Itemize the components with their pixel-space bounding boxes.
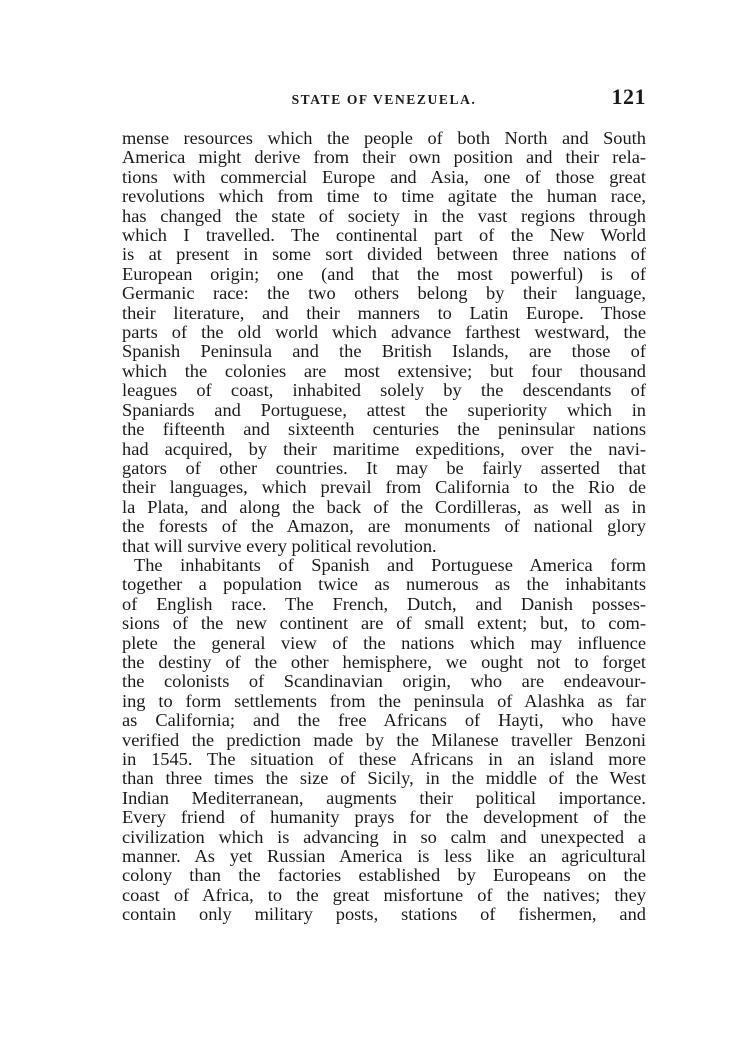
text-line: ing to form settlements from the peninsula of Alashka as far — [122, 690, 646, 711]
text-line: of English race. The French, Dutch, and Danish posses- — [122, 593, 646, 614]
text-line: Germanic race: the two others belong by their language, — [122, 283, 646, 304]
text-line: which I travelled. The continental part of the New World — [122, 225, 646, 246]
text-line: had acquired, by their maritime expeditions, over the navi- — [122, 438, 646, 459]
running-head — [122, 84, 646, 118]
text-line: plete the general view of the nations which may influence — [122, 632, 646, 653]
text-line: contain only military posts, stations of fishermen, and — [122, 904, 646, 925]
text-line: Spanish Peninsula and the British Islands, are those of — [122, 341, 646, 362]
text-line: the fifteenth and sixteenth centuries the peninsular nations — [122, 419, 646, 440]
text-line: than three times the size of Sicily, in the middle of the West — [122, 768, 646, 789]
text-line: sions of the new continent are of small extent; but, to com- — [122, 613, 646, 634]
text-line: which the colonies are most extensive; but four thousand — [122, 360, 646, 381]
text-line: has changed the state of society in the vast regions through — [122, 205, 646, 226]
text-line: verified the prediction made by the Milanese traveller Benzoni — [122, 729, 646, 750]
text-line: their languages, which prevail from California to the Rio de — [122, 477, 646, 498]
text-line: America might derive from their own position and their rela- — [122, 147, 646, 168]
text-line: mense resources which the people of both North and South — [122, 128, 646, 148]
text-line: Spaniards and Portuguese, attest the superiority which in — [122, 399, 646, 420]
running-title: STATE OF VENEZUELA. — [291, 92, 477, 107]
text-line: that will survive every political revolution. — [122, 535, 437, 556]
text-line: the destiny of the other hemisphere, we ought not to forget — [122, 651, 646, 672]
text-line: the forests of the Amazon, are monuments of national glory — [122, 516, 646, 537]
book-page — [122, 84, 646, 925]
text-line: gators of other countries. It may be fairly asserted that — [122, 457, 646, 478]
text-line: coast of Africa, to the great misfortune of the natives; they — [122, 884, 646, 905]
text-line: civilization which is advancing in so calm and unexpected a — [122, 826, 646, 847]
text-line: la Plata, and along the back of the Cordilleras, as well as in — [122, 496, 646, 517]
text-line: as California; and the free Africans of Hayti, who have — [122, 710, 646, 731]
text-line: their literature, and their manners to Latin Europe. Those — [122, 302, 646, 323]
text-line: The inhabitants of Spanish and Portuguese America form — [134, 554, 646, 575]
text-line: parts of the old world which advance farthest westward, the — [122, 322, 646, 343]
text-line: is at present in some sort divided between three nations of — [122, 244, 646, 265]
text-line: the colonists of Scandinavian origin, who are endeavour- — [122, 671, 646, 692]
text-line: Every friend of humanity prays for the development of the — [122, 807, 646, 828]
body-text — [122, 129, 646, 925]
text-line: tions with commercial Europe and Asia, one of those great — [122, 166, 646, 187]
text-line: colony than the factories established by Europeans on the — [122, 865, 646, 886]
text-line: in 1545. The situation of these Africans in an island more — [122, 749, 646, 769]
text-line: revolutions which from time to time agitate the human race, — [122, 186, 646, 207]
text-line: Indian Mediterranean, augments their political importance. — [122, 787, 646, 808]
text-line: European origin; one (and that the most powerful) is of — [122, 263, 646, 284]
text-line: leagues of coast, inhabited solely by the descendants of — [122, 380, 646, 401]
text-line: manner. As yet Russian America is less like an agricultural — [122, 846, 646, 867]
text-line: together a population twice as numerous as the inhabitants — [122, 574, 646, 595]
page-number: 121 — [611, 84, 646, 109]
